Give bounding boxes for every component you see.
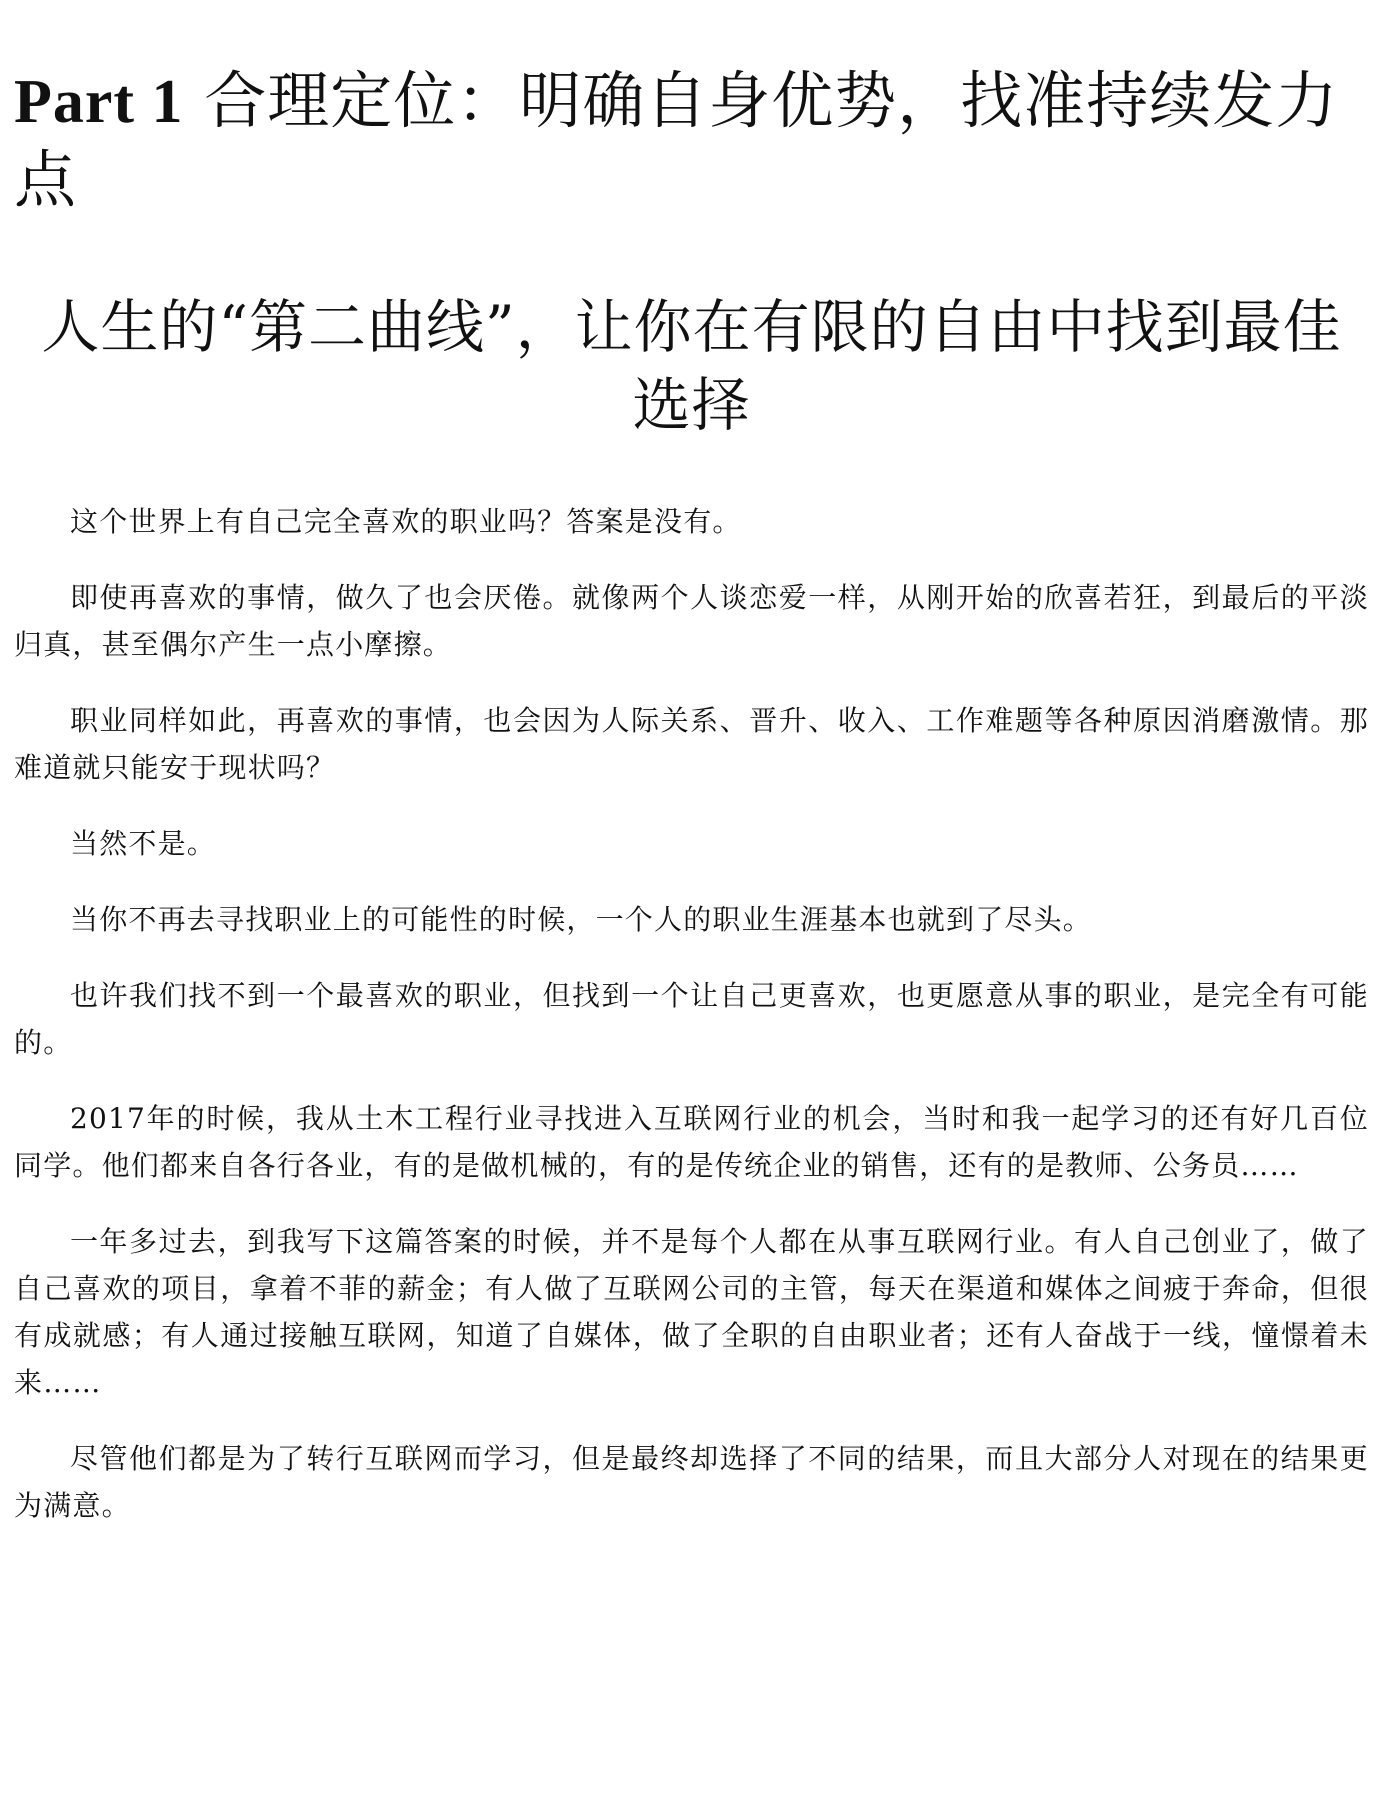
part-heading <box>14 62 1369 219</box>
part-title: 合理定位：明确自身优势，找准持续发力点 <box>14 64 1339 216</box>
paragraph: 即使再喜欢的事情，做久了也会厌倦。就像两个人谈恋爱一样，从刚开始的欣喜若狂，到最后的平淡归真，甚至偶尔产生一点小摩擦。 <box>14 581 1369 661</box>
document-page <box>14 0 1369 1800</box>
chapter-title: 人生的“第二曲线”，让你在有限的自由中找到最佳选择 <box>41 293 1342 439</box>
paragraph: 职业同样如此，再喜欢的事情，也会因为人际关系、晋升、收入、工作难题等各种原因消磨激情。那难道就只能安于现状吗？ <box>14 704 1369 784</box>
paragraph: 这个世界上有自己完全喜欢的职业吗？答案是没有。 <box>70 505 742 538</box>
paragraph: 尽管他们都是为了转行互联网而学习，但是最终却选择了不同的结果，而且大部分人对现在的结果更为满意。 <box>14 1442 1369 1522</box>
paragraph: 一年多过去，到我写下这篇答案的时候，并不是每个人都在从事互联网行业。有人自己创业了，做了自己喜欢的项目，拿着不菲的薪金；有人做了互联网公司的主管，每天在渠道和媒体之间疲于奔命，但很有成就感；有人通过接触互联网，知道了自媒体，做了全职的自由职业者；还有人奋战于一线，憧憬着未来…… <box>14 1225 1369 1399</box>
body-text <box>14 498 1369 1558</box>
paragraph: 2017年的时候，我从土木工程行业寻找进入互联网行业的机会，当时和我一起学习的还有好几百位同学。他们都来自各行各业，有的是做机械的，有的是传统企业的销售，还有的是教师、公务员…… <box>14 1102 1369 1182</box>
paragraph: 当然不是。 <box>70 827 217 860</box>
part-label: Part 1 <box>14 68 184 136</box>
paragraph: 当你不再去寻找职业上的可能性的时候，一个人的职业生涯基本也就到了尽头。 <box>70 903 1093 936</box>
paragraph: 也许我们找不到一个最喜欢的职业，但找到一个让自己更喜欢，也更愿意从事的职业，是完全有可能的。 <box>14 979 1369 1059</box>
